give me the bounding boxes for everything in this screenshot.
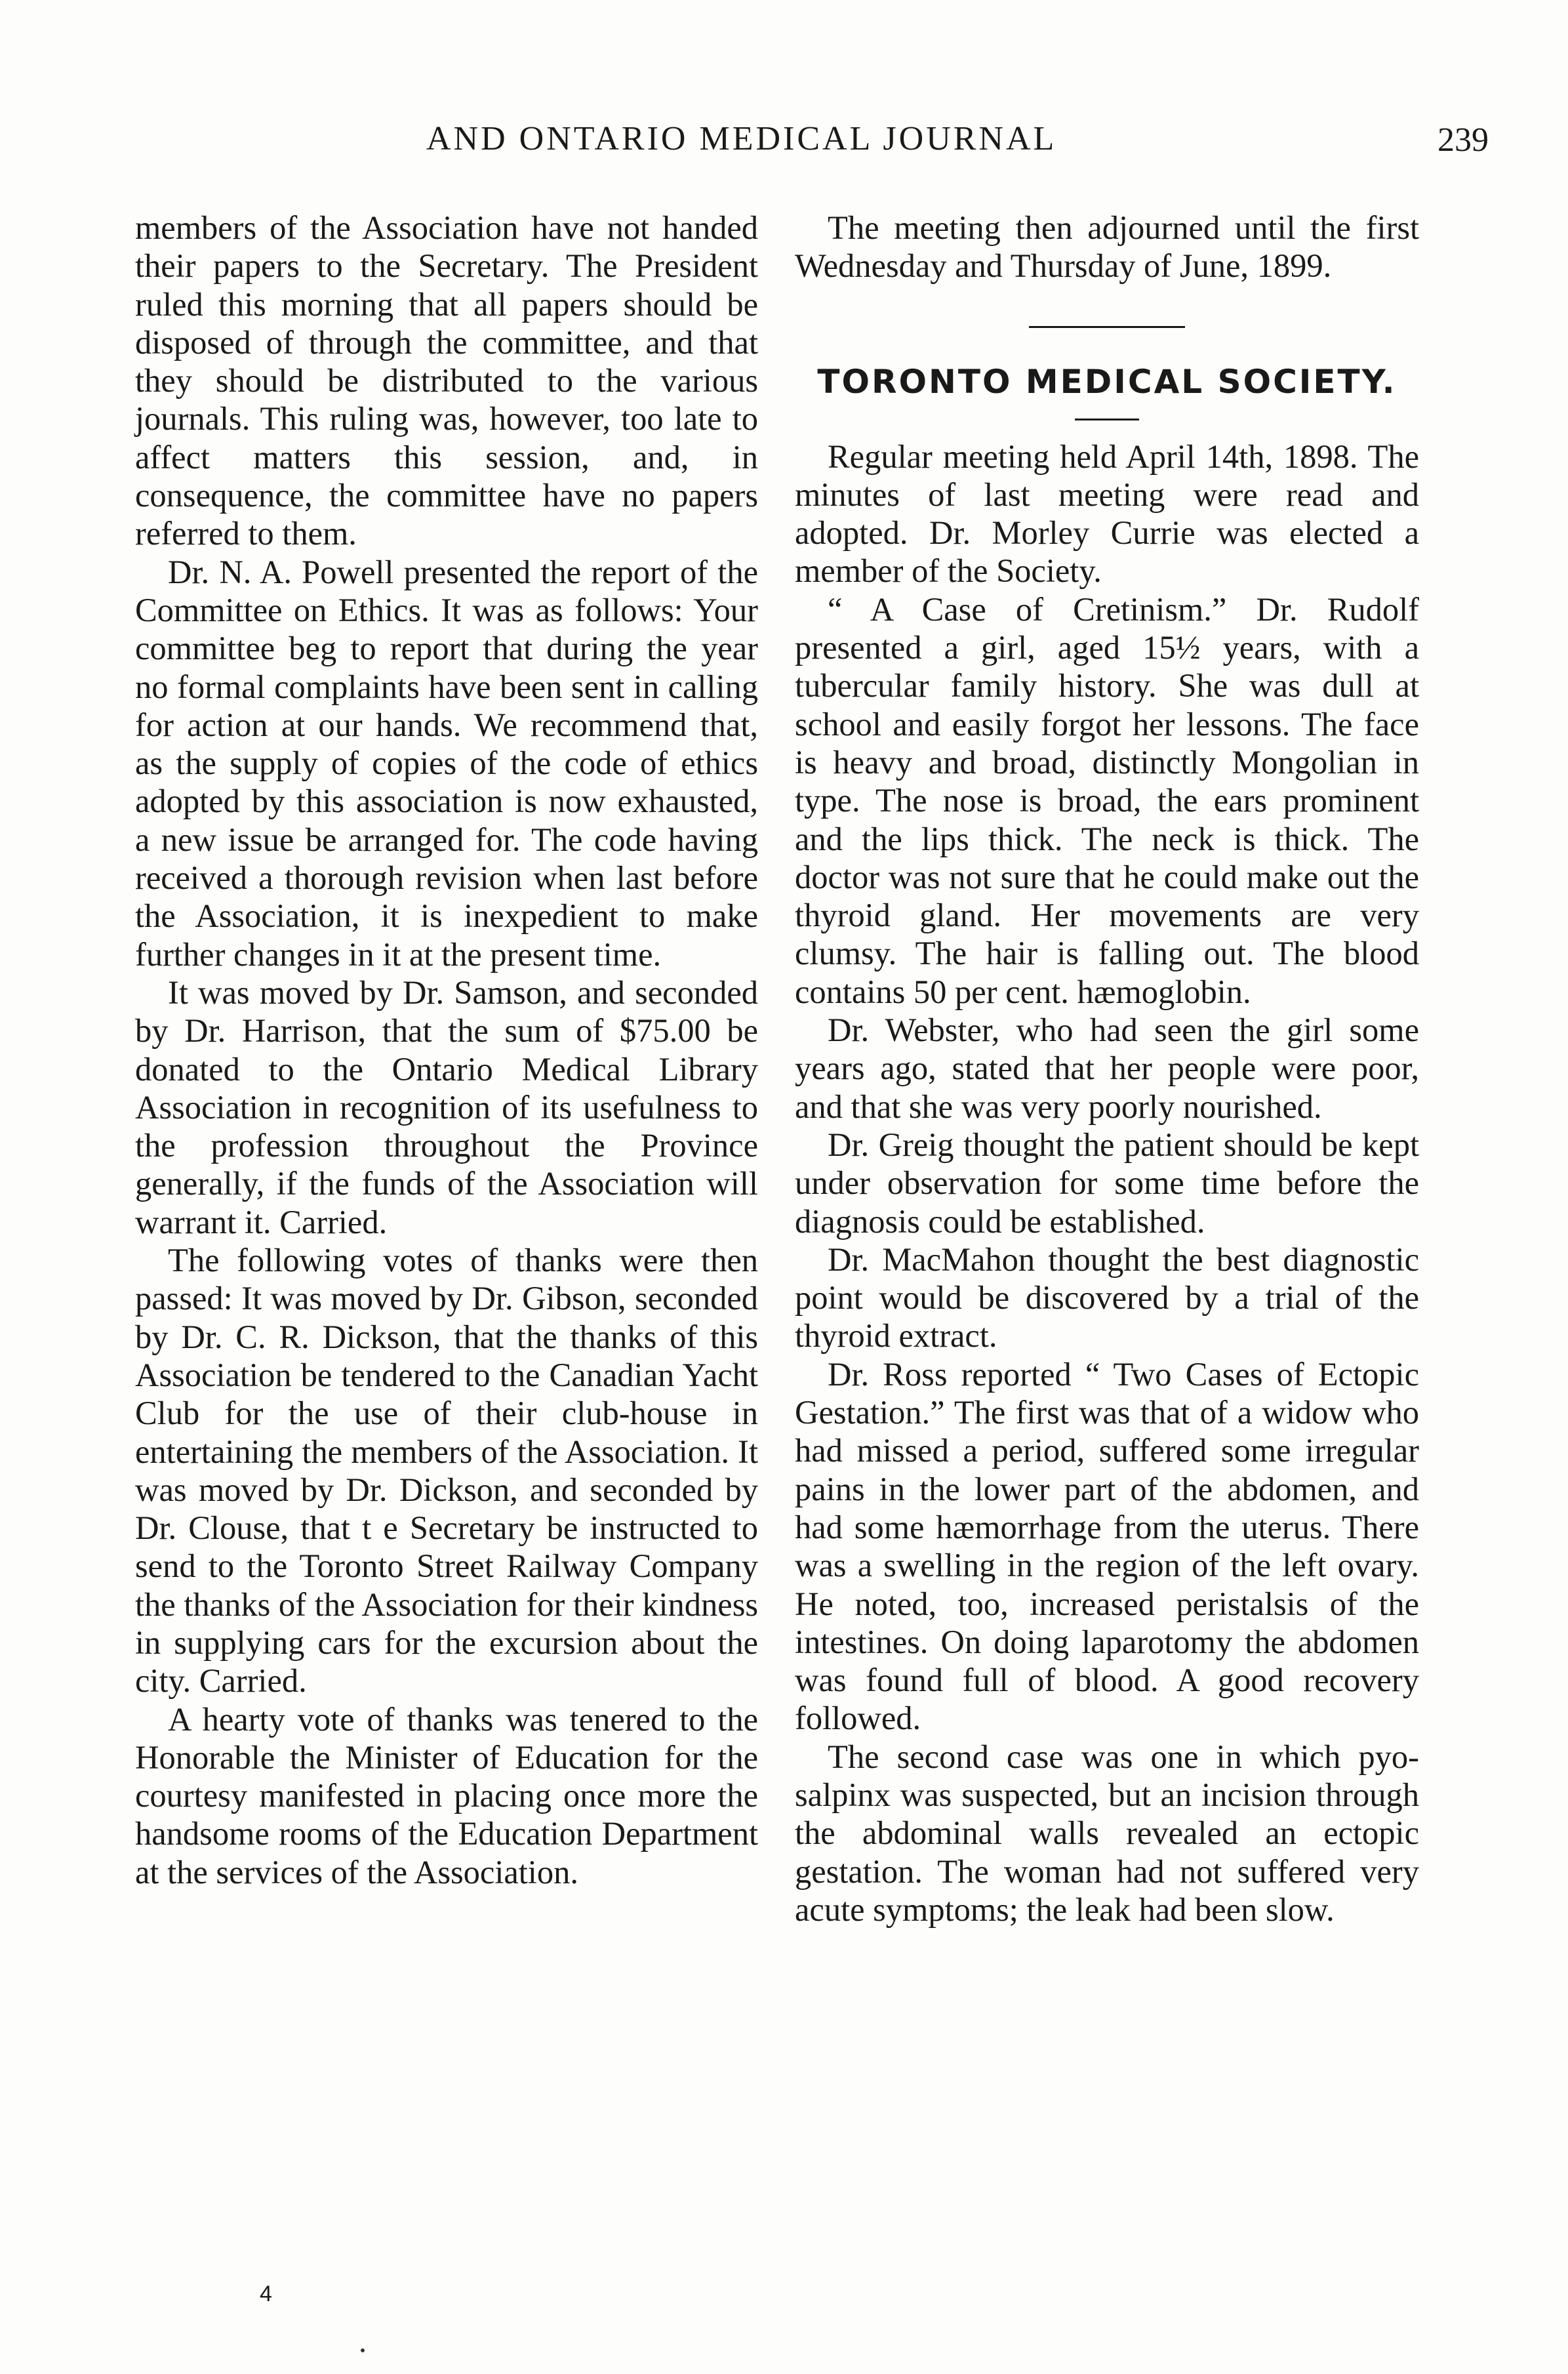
heading-underline [1075, 419, 1139, 420]
left-column [135, 209, 758, 1891]
right-paragraph-3: Dr. Webster, who had seen the girl some years ago, stated that her people were poor, and that she was very poorly nourished. [795, 1012, 1419, 1125]
right-paragraph-1: Regular meeting held April 14th, 1898. The minutes of last meeting were read and adopted. Dr. Morley Currie was elected a member of the Society. [795, 438, 1419, 590]
page-number: 239 [1437, 121, 1489, 159]
left-paragraph-2: Dr. N. A. Powell presented the report of the Committee on Ethics. It was as follows: Your committee beg to report that during the year no formal complaints have been sent in calling for action at our hands. We recommend that, as the supply of copies of the code of ethics adopted by this association is now exhausted, a new issue be arranged for. The code having received a thorough revision when last before the Association, it is inexpedient to make further changes in it at the present time. [135, 553, 758, 973]
left-paragraph-5: A hearty vote of thanks was tenered to the Honorable the Minister of Education for the courtesy manifested in placing once more the handsome rooms of the Education Department at the services of the Association. [135, 1700, 758, 1891]
right-paragraph-5: Dr. MacMahon thought the best diagnostic point would be discovered by a trial of the thyroid extract. [795, 1240, 1419, 1355]
print-speck [361, 2348, 365, 2352]
left-paragraph-1: members of the Association have not handed their papers to the Secretary. The President ruled this morning that all papers should be disposed of through the committee, and that they should be distributed to the various journals. This ruling was, however, too late to affect matters this session, and, in consequence, the committee have no papers referred to them. [135, 209, 758, 552]
right-paragraph-2: “ A Case of Cretinism.” Dr. Rudolf presented a girl, aged 15½ years, with a tubercular family history. She was dull at school and easily forgot her lessons. The face is heavy and broad, distinctly Mongolian in type. The nose is broad, the ears prominent and the lips thick. The neck is thick. The doctor was not sure that he could make out the thyroid gland. Her movements are very clumsy. The hair is falling out. The blood contains 50 per cent. hæmoglobin. [795, 590, 1419, 1010]
left-paragraph-4: The following votes of thanks were then passed: It was moved by Dr. Gibson, seconded by Dr. C. R. Dickson, that the thanks of this Association be tendered to the Canadian Yacht Club for the use of their club-house in entertaining the members of the Association. It was moved by Dr. Dickson, and seconded by Dr. Clouse, that t e Secretary be instructed to send to the Toronto Street Railway Company the thanks of the Association for their kindness in supplying cars for the excursion about the city. Carried. [135, 1242, 758, 1700]
left-paragraph-3: It was moved by Dr. Samson, and seconded by Dr. Harrison, that the sum of $75.00 be donated to the Ontario Medical Library Association in recognition of its usefulness to the profession throughout the Province generally, if the funds of the Association will warrant it. Carried. [135, 973, 758, 1240]
right-paragraph-4: Dr. Greig thought the patient should be kept under observation for some time before the diagnosis could be established. [795, 1126, 1419, 1240]
right-column [795, 209, 1419, 1929]
signature-mark: 4 [260, 2282, 272, 2306]
section-divider [1029, 326, 1185, 328]
right-paragraph-7: The second case was one in which pyo-salpinx was suspected, but an incision through the abdominal walls revealed an ectopic gestation. The woman had not suffered very acute symptoms; the leak had been slow. [795, 1738, 1419, 1928]
section-heading: TORONTO MEDICAL SOCIETY. [817, 362, 1397, 401]
right-paragraph-6: Dr. Ross reported “ Two Cases of Ectopic Gestation.” The first was that of a widow who had missed a period, suffered some irregular pains in the lower part of the abdomen, and had some hæmorrhage from the uterus. There was a swelling in the region of the left ovary. He noted, too, increased peristalsis of the intestines. On doing laparotomy the abdomen was found full of blood. A good recovery followed. [795, 1355, 1419, 1737]
right-intro-paragraph: The meeting then adjourned until the first Wednesday and Thursday of June, 1899. [795, 209, 1419, 285]
running-title: AND ONTARIO MEDICAL JOURNAL [426, 120, 1057, 157]
